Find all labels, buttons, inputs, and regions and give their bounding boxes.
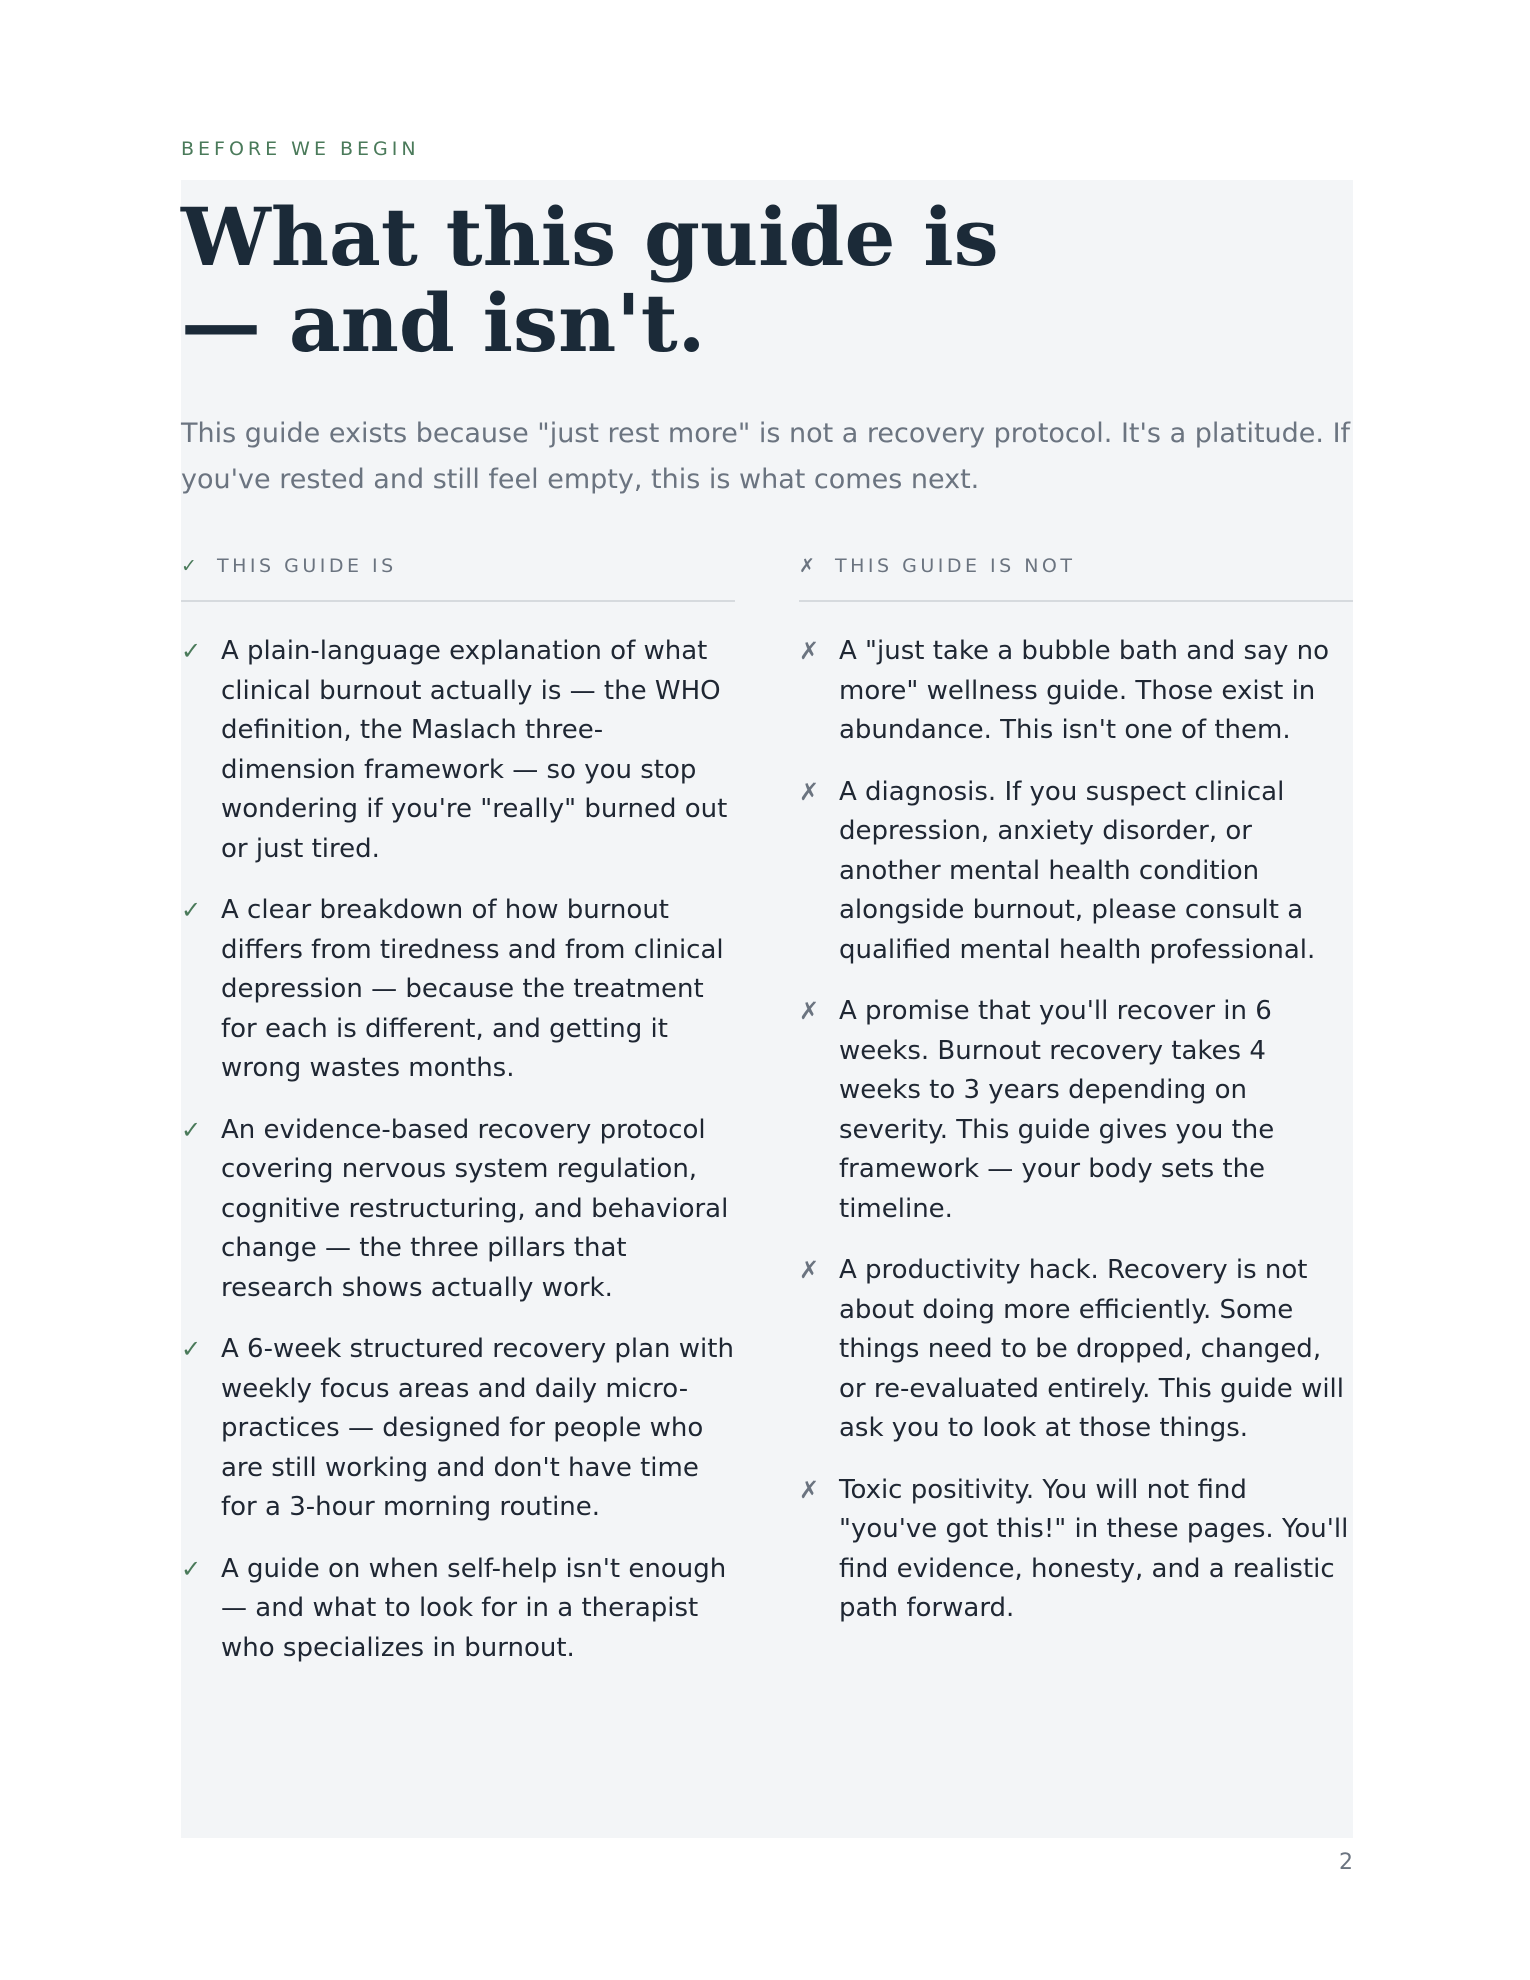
check-icon: ✓: [181, 1554, 202, 1583]
cross-icon: ✗: [799, 1256, 820, 1284]
page-title-line-2: — and isn't.: [181, 276, 706, 370]
list-item: [181, 1550, 735, 1669]
list-item: [181, 891, 735, 1089]
list-item-text: A diagnosis. If you suspect clinical depression, anxiety disorder, or another mental health condition alongside burnout, please consult a qualified mental health professional.: [839, 776, 1316, 965]
guide-is-heading-label: THIS GUIDE IS: [217, 555, 397, 577]
cross-icon: ✗: [799, 1475, 820, 1504]
check-icon: ✓: [181, 896, 202, 924]
check-icon: ✓: [181, 555, 197, 577]
page-number: 2: [1339, 1850, 1353, 1875]
list-item: [181, 1330, 735, 1528]
list-item-text: A clear breakdown of how burnout differs from tiredness and from clinical depression — because the treatment for each is different, and getting it wrong wastes months.: [221, 895, 724, 1083]
check-icon: ✓: [181, 1115, 202, 1144]
eyebrow-label: BEFORE WE BEGIN: [181, 138, 420, 160]
intro-paragraph: This guide exists because "just rest more" is not a recovery protocol. It's a platitude. If you've rested and still feel empty, this is what comes next.: [181, 418, 1351, 495]
cross-icon: ✗: [799, 555, 815, 577]
cross-icon: ✗: [799, 777, 820, 806]
guide-is-not-list: [799, 632, 1353, 1629]
list-item-text: Toxic positivity. You will not find "you've got this!" in these pages. You'll find evidence, honesty, and a realistic path forward.: [839, 1474, 1349, 1623]
list-item: [799, 992, 1353, 1229]
list-item: [799, 632, 1353, 751]
list-item-text: A "just take a bubble bath and say no more" wellness guide. Those exist in abundance. This isn't one of them.: [839, 636, 1329, 745]
page-title-line-1: What this guide is: [181, 190, 999, 284]
list-item: [799, 773, 1353, 971]
list-item: [181, 632, 735, 869]
guide-is-heading: [181, 550, 735, 602]
list-item: [181, 1111, 735, 1309]
guide-is-column: [181, 550, 735, 1690]
guide-is-not-heading: [799, 550, 1353, 602]
list-item-text: A productivity hack. Recovery is not about doing more efficiently. Some things need to be dropped, changed, or re-evaluated entirely. This guide will ask you to look at those things.: [839, 1255, 1345, 1443]
list-item-text: A promise that you'll recover in 6 weeks. Burnout recovery takes 4 weeks to 3 years depending on severity. This guide gives you the framework — your body sets the timeline.: [839, 996, 1275, 1224]
guide-is-not-heading-label: THIS GUIDE IS NOT: [835, 555, 1076, 577]
list-item: [799, 1251, 1353, 1449]
guide-is-list: [181, 632, 735, 1668]
cross-icon: ✗: [799, 637, 820, 665]
list-item-text: A plain-language explanation of what clinical burnout actually is — the WHO definition, the Maslach three-dimension framework — so you stop wondering if you're "really" burned out or just tired.: [221, 636, 728, 864]
list-item: [799, 1471, 1353, 1629]
guide-is-not-column: [799, 550, 1353, 1651]
check-icon: ✓: [181, 1335, 202, 1363]
list-item-text: A guide on when self-help isn't enough — and what to look for in a therapist who specializes in burnout.: [221, 1553, 727, 1663]
cross-icon: ✗: [799, 997, 820, 1025]
list-item-text: An evidence-based recovery protocol covering nervous system regulation, cognitive restructuring, and behavioral change — the three pillars that research shows actually work.: [221, 1114, 729, 1303]
page-title: [181, 190, 999, 370]
check-icon: ✓: [181, 637, 202, 665]
list-item-text: A 6-week structured recovery plan with weekly focus areas and daily micro-practices — designed for people who are still working and don't have time for a 3-hour morning routine.: [221, 1334, 734, 1522]
